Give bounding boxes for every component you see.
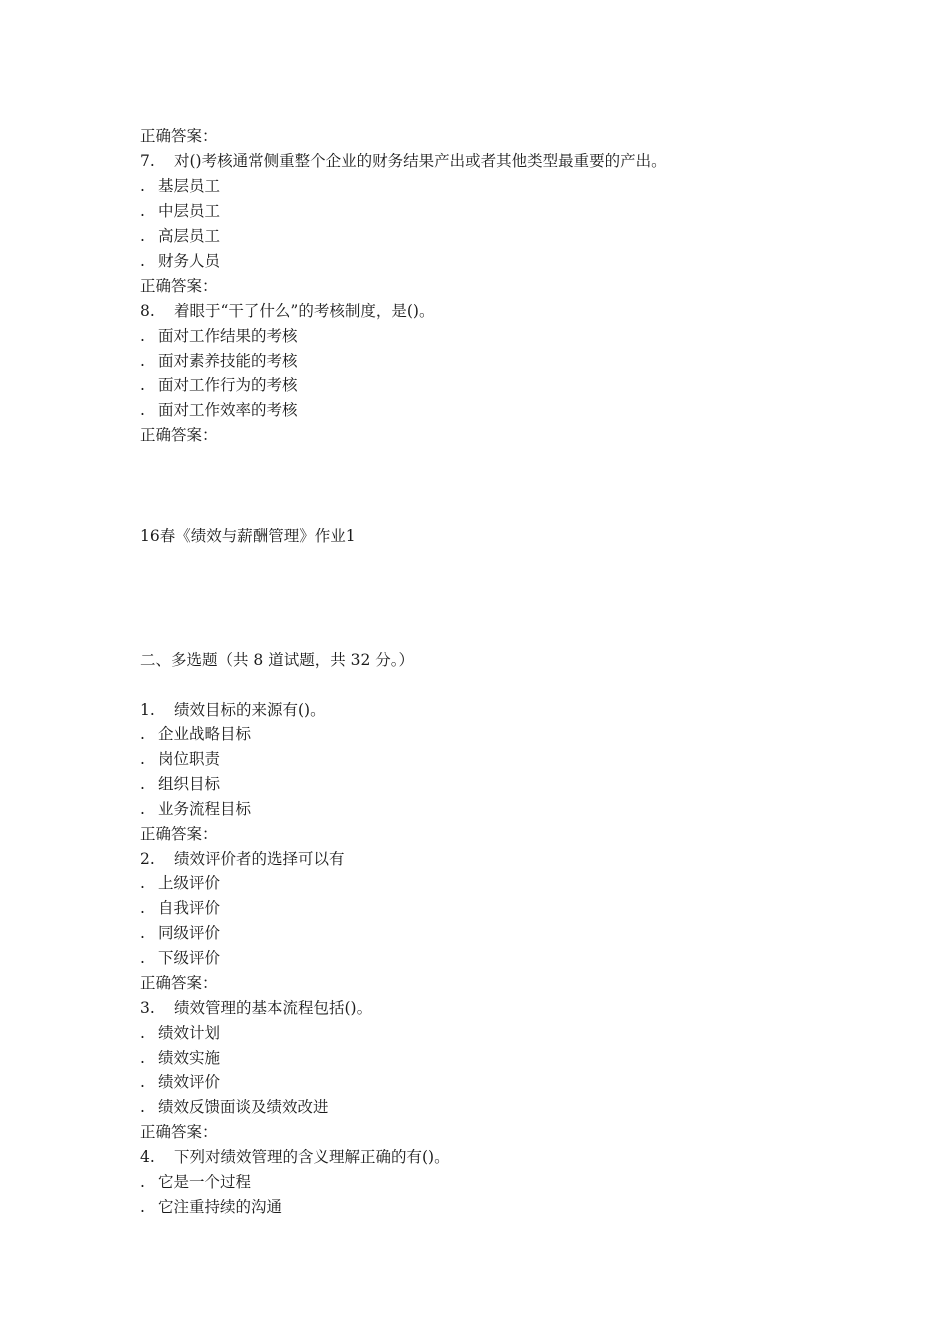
option-item: . 它是一个过程 xyxy=(140,1173,252,1191)
option-item: . 中层员工 xyxy=(140,202,221,220)
question-text: 绩效管理的基本流程包括()。 xyxy=(174,999,373,1017)
option-marker: . xyxy=(140,800,145,818)
question-1 xyxy=(140,700,326,720)
option-item: . 同级评价 xyxy=(140,924,221,942)
answer-label: 正确答案： xyxy=(140,825,218,843)
section-heading: 二、多选题（共 8 道试题，共 32 分。） xyxy=(140,651,415,669)
option-item: . 绩效评价 xyxy=(140,1073,221,1091)
option-item: . 绩效实施 xyxy=(140,1049,221,1067)
option-item: . 绩效计划 xyxy=(140,1024,221,1042)
option-marker: . xyxy=(140,376,145,394)
document-title: 16春《绩效与薪酬管理》作业1 xyxy=(140,527,356,545)
option-marker: . xyxy=(140,227,145,245)
option-item: . 面对素养技能的考核 xyxy=(140,352,298,370)
option-marker: . xyxy=(140,775,145,793)
question-number: 2. xyxy=(140,850,155,868)
option-marker: . xyxy=(140,949,145,967)
option-item: . 面对工作效率的考核 xyxy=(140,401,298,419)
option-item: . 绩效反馈面谈及绩效改进 xyxy=(140,1098,329,1116)
option-marker: . xyxy=(140,1173,145,1191)
option-marker: . xyxy=(140,1098,145,1116)
question-text: 绩效目标的来源有()。 xyxy=(174,701,326,719)
option-marker: . xyxy=(140,899,145,917)
option-item: . 面对工作行为的考核 xyxy=(140,376,298,394)
question-number: 1. xyxy=(140,701,155,719)
question-text: 对()考核通常侧重整个企业的财务结果产出或者其他类型最重要的产出。 xyxy=(174,152,667,170)
answer-label: 正确答案： xyxy=(140,127,218,145)
answer-label: 正确答案： xyxy=(140,974,218,992)
option-marker: . xyxy=(140,1049,145,1067)
question-7 xyxy=(140,151,667,171)
question-number: 8. xyxy=(140,302,155,320)
question-text: 着眼于“干了什么”的考核制度，是()。 xyxy=(174,302,435,320)
option-marker: . xyxy=(140,327,145,345)
answer-label: 正确答案： xyxy=(140,277,218,295)
option-marker: . xyxy=(140,1024,145,1042)
option-item: . 业务流程目标 xyxy=(140,800,252,818)
question-4 xyxy=(140,1147,450,1167)
option-item: . 组织目标 xyxy=(140,775,221,793)
option-item: . 财务人员 xyxy=(140,252,221,270)
option-item: . 下级评价 xyxy=(140,949,221,967)
option-marker: . xyxy=(140,750,145,768)
answer-label: 正确答案： xyxy=(140,426,218,444)
option-marker: . xyxy=(140,202,145,220)
question-number: 4. xyxy=(140,1148,155,1166)
option-marker: . xyxy=(140,352,145,370)
option-item: . 高层员工 xyxy=(140,227,221,245)
option-marker: . xyxy=(140,874,145,892)
question-text: 绩效评价者的选择可以有 xyxy=(174,850,345,868)
option-item: . 它注重持续的沟通 xyxy=(140,1198,283,1216)
option-item: . 自我评价 xyxy=(140,899,221,917)
question-3 xyxy=(140,998,372,1018)
option-item: . 上级评价 xyxy=(140,874,221,892)
question-number: 3. xyxy=(140,999,155,1017)
option-marker: . xyxy=(140,1073,145,1091)
question-8 xyxy=(140,301,434,321)
option-marker: . xyxy=(140,725,145,743)
answer-label: 正确答案： xyxy=(140,1123,218,1141)
option-item: . 基层员工 xyxy=(140,177,221,195)
option-marker: . xyxy=(140,401,145,419)
question-number: 7. xyxy=(140,152,155,170)
option-marker: . xyxy=(140,1198,145,1216)
option-item: . 面对工作结果的考核 xyxy=(140,327,298,345)
option-marker: . xyxy=(140,924,145,942)
question-2 xyxy=(140,849,345,869)
question-text: 下列对绩效管理的含义理解正确的有()。 xyxy=(174,1148,450,1166)
option-marker: . xyxy=(140,177,145,195)
option-marker: . xyxy=(140,252,145,270)
option-item: . 企业战略目标 xyxy=(140,725,252,743)
option-item: . 岗位职责 xyxy=(140,750,221,768)
